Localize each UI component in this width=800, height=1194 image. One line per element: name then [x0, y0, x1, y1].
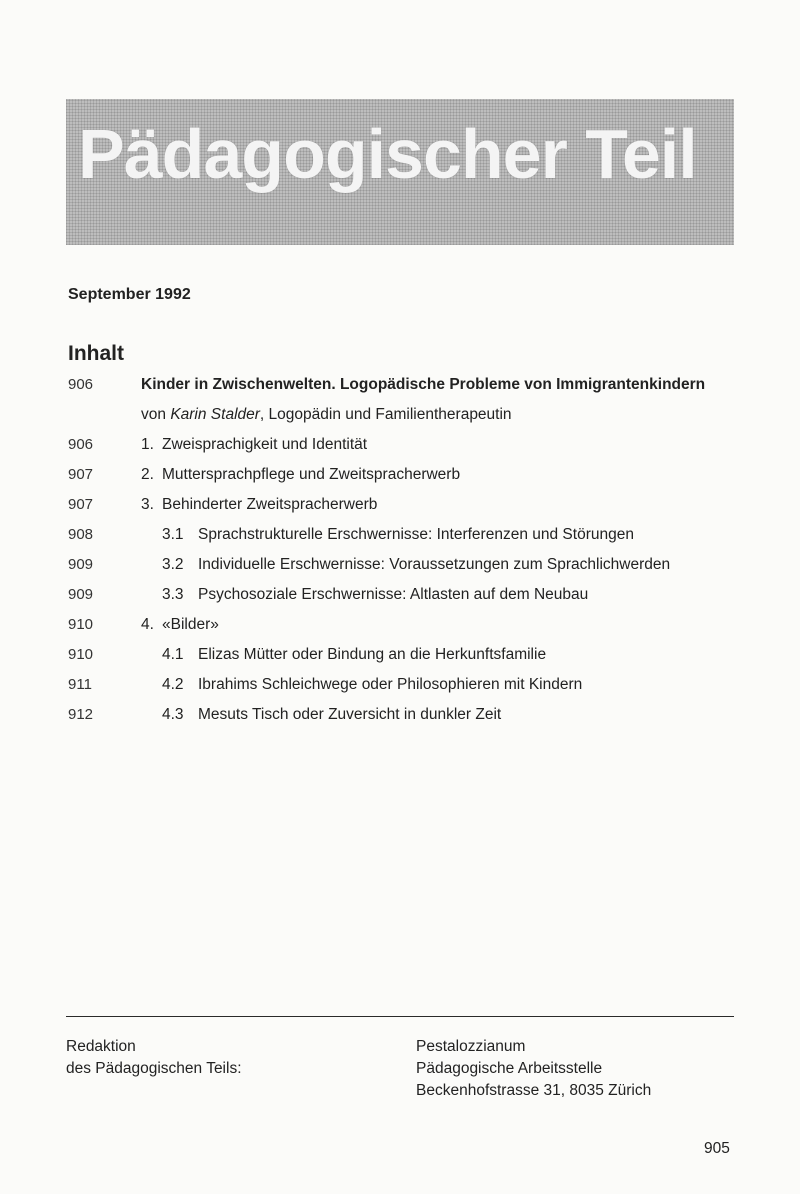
toc-page-number: 909	[68, 586, 94, 603]
toc-entry-text	[162, 676, 582, 694]
editorial-label-line: des Pädagogischen Teils:	[66, 1060, 242, 1077]
toc-entry-title: «Bilder»	[162, 616, 219, 633]
toc-entry-number: 4.1	[162, 646, 184, 663]
toc-page-number: 910	[68, 646, 94, 663]
toc-page-number: 911	[68, 676, 92, 693]
toc-entry[interactable]	[0, 436, 800, 466]
toc-entry-number: 4.	[141, 616, 154, 633]
toc-entry-number: 4.2	[162, 676, 184, 693]
issue-date: September 1992	[68, 286, 191, 303]
editorial-label-line: Redaktion	[66, 1038, 136, 1055]
page-number: 905	[704, 1140, 730, 1157]
author-name: Karin Stalder	[170, 406, 260, 423]
toc-page-number: 909	[68, 556, 94, 573]
toc-heading: Inhalt	[68, 342, 124, 365]
toc-entry-title: Behinderter Zweitspracherwerb	[162, 496, 378, 513]
footer-divider	[66, 1016, 734, 1017]
toc-page-number: 907	[68, 466, 94, 483]
toc-article-row[interactable]	[0, 376, 800, 406]
section-banner	[66, 99, 734, 245]
editorial-address	[416, 1036, 651, 1102]
toc-entry[interactable]	[0, 646, 800, 676]
toc-entry-text	[162, 646, 546, 664]
toc-entry-title: Sprachstrukturelle Erschwernisse: Interferenzen und Störungen	[198, 526, 634, 543]
toc-entry-number: 1.	[141, 436, 154, 453]
toc-entry-text	[141, 616, 219, 634]
toc-page-number: 910	[68, 616, 94, 633]
toc-entry-title: Zweisprachigkeit und Identität	[162, 436, 368, 453]
toc-entry-number: 3.1	[162, 526, 184, 543]
toc-entry-text	[141, 466, 460, 484]
toc-entry-text	[162, 526, 634, 544]
toc-entry-number: 3.2	[162, 556, 184, 573]
toc-entry[interactable]	[0, 556, 800, 586]
table-of-contents	[0, 376, 800, 736]
toc-entry[interactable]	[0, 706, 800, 736]
toc-entry-text	[141, 496, 377, 514]
byline-suffix: , Logopädin und Familientherapeutin	[259, 406, 512, 423]
toc-page-number: 906	[68, 376, 94, 393]
byline-prefix: von	[141, 406, 166, 423]
toc-entry-title: Ibrahims Schleichwege oder Philosophieren mit Kindern	[198, 676, 583, 693]
address-line: Pädagogische Arbeitsstelle	[416, 1060, 603, 1077]
toc-page-number: 906	[68, 436, 94, 453]
toc-entry-number: 3.3	[162, 586, 184, 603]
toc-page-number: 907	[68, 496, 94, 513]
toc-entry-number: 4.3	[162, 706, 184, 723]
toc-entry[interactable]	[0, 616, 800, 646]
toc-entry-number: 3.	[141, 496, 154, 513]
toc-entry[interactable]	[0, 466, 800, 496]
toc-entry-title: Individuelle Erschwernisse: Voraussetzungen zum Sprachlichwerden	[198, 556, 671, 573]
toc-entry[interactable]	[0, 526, 800, 556]
toc-byline-row	[0, 406, 800, 436]
toc-entry-text	[141, 436, 367, 454]
toc-page-number: 908	[68, 526, 94, 543]
toc-entry-text	[162, 556, 670, 574]
toc-entry-title: Muttersprachpflege und Zweitspracherwerb	[162, 466, 461, 483]
editorial-label	[66, 1036, 242, 1080]
toc-entry-text	[162, 586, 588, 604]
toc-entry[interactable]	[0, 586, 800, 616]
toc-entry[interactable]	[0, 496, 800, 526]
toc-page-number: 912	[68, 706, 94, 723]
toc-entry-number: 2.	[141, 466, 154, 483]
banner-title: Pädagogischer Teil	[78, 115, 697, 193]
toc-entry-title: Elizas Mütter oder Bindung an die Herkunftsfamilie	[198, 646, 547, 663]
article-title: Kinder in Zwischenwelten. Logopädische Probleme von Immigrantenkindern	[141, 376, 706, 393]
toc-entry-text	[162, 706, 501, 724]
article-byline	[141, 406, 512, 424]
toc-entry-title: Psychosoziale Erschwernisse: Altlasten auf dem Neubau	[198, 586, 589, 603]
toc-entry[interactable]	[0, 676, 800, 706]
toc-entry-title: Mesuts Tisch oder Zuversicht in dunkler Zeit	[198, 706, 502, 723]
address-line: Pestalozzianum	[416, 1038, 526, 1055]
address-line: Beckenhofstrasse 31, 8035 Zürich	[416, 1082, 652, 1099]
